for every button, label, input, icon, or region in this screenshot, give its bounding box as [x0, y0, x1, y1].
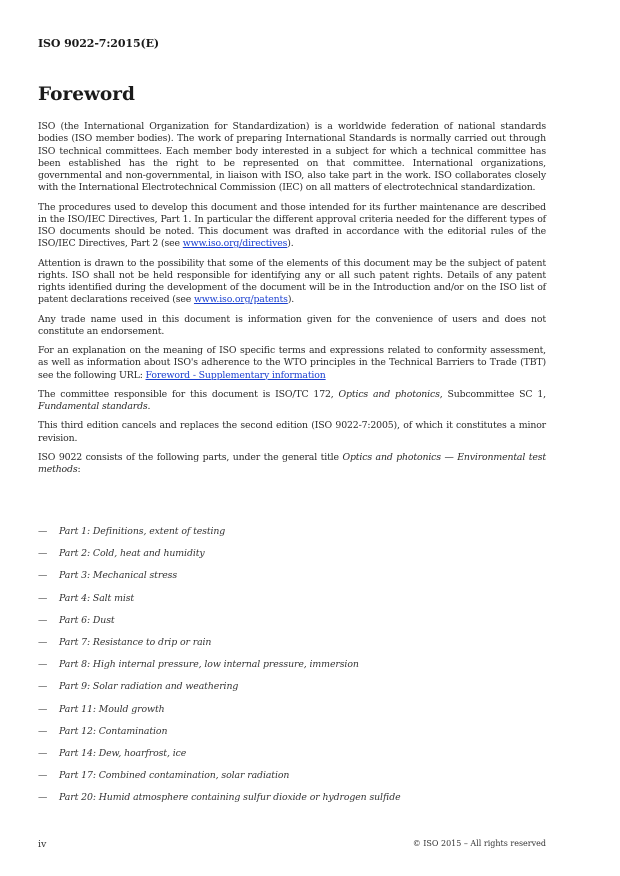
- em-dash-bullet: —: [38, 592, 48, 604]
- em-dash-bullet: —: [38, 703, 48, 715]
- committee-title: Optics and photonics: [338, 388, 440, 400]
- em-dash-bullet: —: [38, 526, 48, 537]
- paragraph-procedures: [38, 202, 546, 251]
- em-dash-bullet: —: [38, 659, 48, 671]
- page-title: Foreword: [38, 84, 135, 105]
- em-dash-bullet: —: [38, 614, 48, 626]
- paragraph-edition: This third edition cancels and replaces the second edition (ISO 9022-7:2005), of which it constitutes a minor revision.: [38, 420, 546, 444]
- paragraph-text: ).: [287, 294, 295, 306]
- foreword-body: [38, 121, 546, 483]
- paragraph-text: ISO 9022 consists of the following parts, under the general title: [38, 451, 343, 463]
- em-dash-bullet: —: [38, 747, 48, 759]
- list-item: [38, 770, 546, 792]
- paragraph-parts-intro: [38, 452, 546, 477]
- part-label: Part 12: Contamination: [59, 725, 168, 737]
- em-dash-bullet: —: [38, 681, 48, 693]
- part-label: Part 9: Solar radiation and weathering: [59, 681, 239, 693]
- paragraph-committee: [38, 389, 546, 414]
- part-label: Part 2: Cold, heat and humidity: [59, 548, 205, 560]
- parts-list: [38, 526, 546, 814]
- link-supplementary-info[interactable]: Foreword - Supplementary information: [145, 369, 326, 381]
- general-title: Optics and photonics — Environmental test methods: [38, 451, 546, 475]
- page-number: iv: [38, 839, 47, 850]
- list-item: [38, 748, 546, 770]
- link-patents[interactable]: www.iso.org/patents: [193, 294, 288, 306]
- list-item: [38, 526, 546, 548]
- part-label: Part 7: Resistance to drip or rain: [59, 636, 212, 648]
- em-dash-bullet: —: [38, 636, 48, 648]
- copyright-notice: © ISO 2015 – All rights reserved: [412, 839, 546, 848]
- list-item: [38, 615, 546, 637]
- subcommittee-title: Fundamental standards: [38, 401, 148, 412]
- paragraph-text: ).: [287, 238, 294, 250]
- list-item: [38, 659, 546, 681]
- link-directives[interactable]: www.iso.org/directives: [182, 238, 288, 250]
- paragraph-text: :: [77, 464, 81, 475]
- list-item: [38, 792, 546, 814]
- paragraph-text: For an explanation on the meaning of ISO specific terms and expressions related to conformity assessment, as well as information about ISO's adherence to the WTO principles in the Technical Barriers to Trade (TBT) see the following URL:: [38, 345, 546, 381]
- part-label: Part 4: Salt mist: [59, 592, 135, 604]
- part-label: Part 8: High internal pressure, low internal pressure, immersion: [59, 659, 359, 671]
- list-item: [38, 681, 546, 703]
- list-item: [38, 726, 546, 748]
- em-dash-bullet: —: [38, 792, 48, 804]
- paragraph-patents: [38, 258, 546, 307]
- part-label: Part 11: Mould growth: [59, 703, 165, 715]
- paragraph-conformity: [38, 345, 546, 382]
- part-label: Part 1: Definitions, extent of testing: [59, 526, 226, 537]
- em-dash-bullet: —: [38, 725, 48, 737]
- paragraph-text: The procedures used to develop this document and those intended for its further maintenance are described in the ISO/IEC Directives, Part 1. In particular the different approval criteria needed for the different types of ISO documents should be noted. This document was drafted in accordance with the editorial rules of the ISO/IEC Directives, Part 2 (see: [38, 201, 546, 250]
- part-label: Part 17: Combined contamination, solar radiation: [59, 770, 290, 782]
- document-identifier: ISO 9022-7:2015(E): [38, 37, 160, 50]
- paragraph-text: The committee responsible for this document is ISO/TC 172,: [38, 388, 339, 400]
- em-dash-bullet: —: [38, 548, 48, 560]
- list-item: [38, 548, 546, 570]
- part-label: Part 20: Humid atmosphere containing sulfur dioxide or hydrogen sulfide: [59, 792, 401, 804]
- em-dash-bullet: —: [38, 570, 48, 582]
- part-label: Part 14: Dew, hoarfrost, ice: [59, 747, 187, 759]
- paragraph-text: .: [147, 401, 151, 412]
- list-item: [38, 593, 546, 615]
- list-item: [38, 637, 546, 659]
- paragraph-trade-name: Any trade name used in this document is information given for the convenience of users and does not constitute an endorsement.: [38, 313, 546, 337]
- list-item: [38, 570, 546, 592]
- paragraph-text: , Subcommittee SC 1,: [439, 388, 546, 400]
- part-label: Part 6: Dust: [59, 614, 115, 626]
- list-item: [38, 704, 546, 726]
- paragraph-iso-intro: ISO (the International Organization for Standardization) is a worldwide federation of national standards bodies (ISO member bodies). The work of preparing International Standards is normally carried out through ISO technical committees. Each member body interested in a subject for which a technical committee has been established has the right to be represented on that committee. International organizations, governmental and non-governmental, in liaison with ISO, also take part in the work. ISO collaborates closely with the International Electrotechnical Commission (IEC) on all matters of electrotechnical standardization.: [38, 121, 546, 194]
- part-label: Part 3: Mechanical stress: [59, 570, 178, 582]
- paragraph-text: Attention is drawn to the possibility that some of the elements of this document may be the subject of patent rights. ISO shall not be held responsible for identifying any or all such patent rights. Details of any patent rights identified during the development of the document will be in the Introduction and/or on the ISO list of patent declarations received (see: [38, 257, 546, 306]
- em-dash-bullet: —: [38, 770, 48, 782]
